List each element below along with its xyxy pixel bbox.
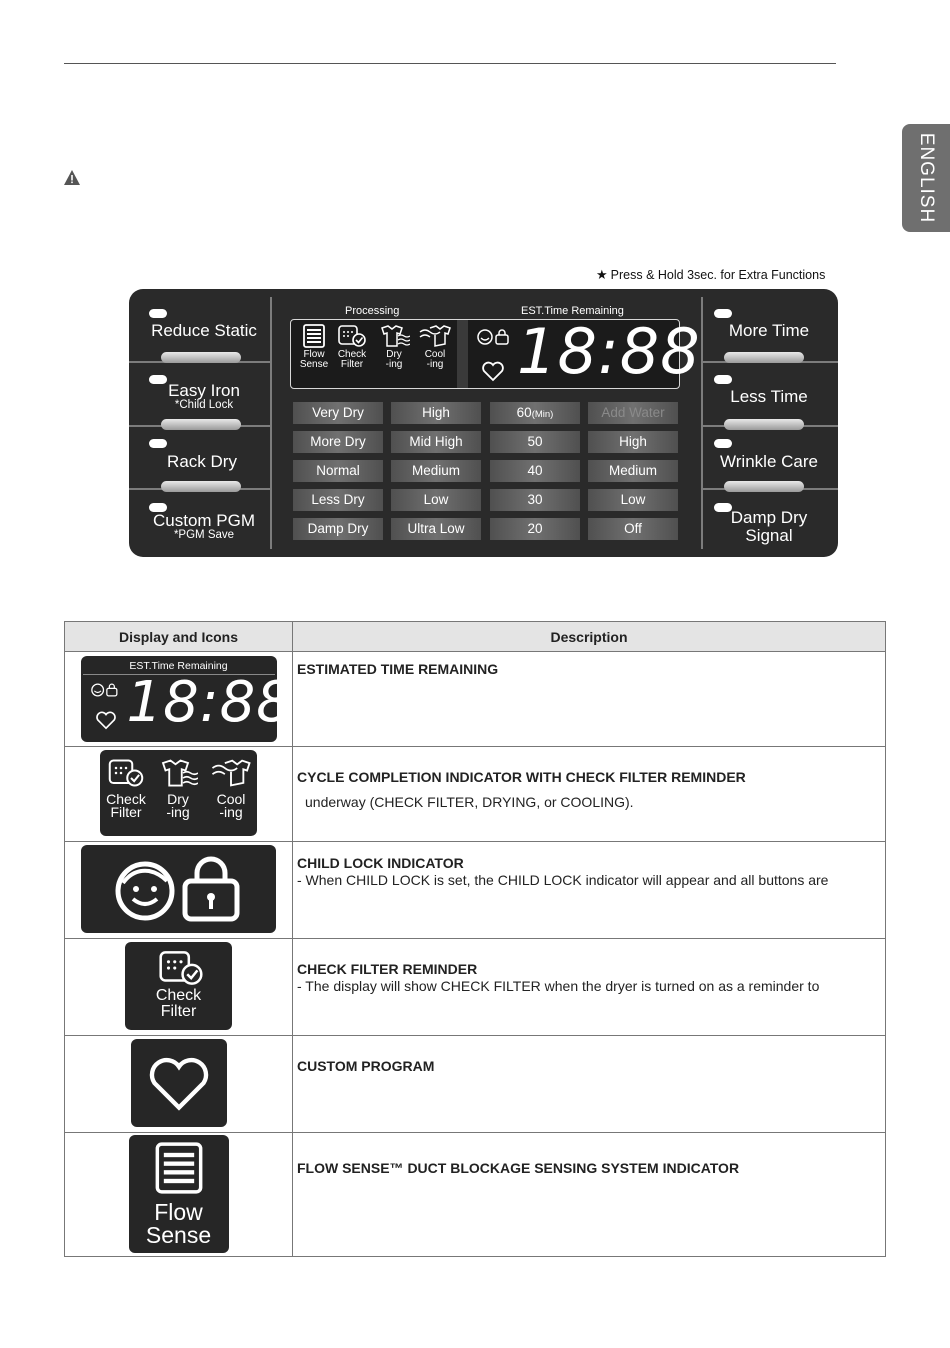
flow-sense-icon-cell bbox=[65, 1133, 293, 1257]
custom-program-title: CUSTOM PROGRAM bbox=[297, 1058, 435, 1074]
processing-label: Processing bbox=[345, 305, 400, 317]
check-filter-icon-cell bbox=[65, 939, 293, 1036]
extra-functions-note bbox=[596, 267, 825, 283]
flow-sense-indicator bbox=[297, 324, 331, 370]
cooling-indicator bbox=[417, 324, 453, 370]
language-tab-label: ENGLISH bbox=[916, 132, 937, 224]
pgm-save-sublabel: *PGM Save bbox=[173, 529, 235, 541]
check-filter-caption bbox=[104, 793, 148, 819]
custom-program-description bbox=[293, 1036, 886, 1133]
est-time-icon-label: EST.Time Remaining bbox=[129, 660, 228, 672]
time-50: 50 bbox=[490, 431, 580, 453]
panel-divider bbox=[701, 297, 703, 549]
time-30: 30 bbox=[490, 489, 580, 511]
time-min-unit: (Min) bbox=[531, 409, 554, 420]
less-time-bar bbox=[724, 419, 804, 430]
wrinkle-care-led bbox=[714, 439, 732, 448]
check-filter-text: - The display will show CHECK FILTER when the dryer is turned on as a reminder to bbox=[297, 978, 820, 994]
cycle-completion-text: underway (CHECK FILTER, DRYING, or COOLING). bbox=[305, 794, 634, 810]
time-20: 20 bbox=[490, 518, 580, 540]
steam-low: Low bbox=[588, 489, 678, 511]
flow-sense-caption-1: Flow bbox=[303, 349, 325, 360]
cooling-caption-1: Cool bbox=[424, 349, 446, 360]
less-time-label: Less Time bbox=[730, 387, 808, 406]
child-lock-icon bbox=[115, 855, 245, 923]
reduce-static-label: Reduce Static bbox=[151, 321, 257, 340]
rack-dry-label: Rack Dry bbox=[167, 452, 237, 471]
flow-sense-caption bbox=[129, 1201, 229, 1247]
table-header-row bbox=[65, 622, 886, 652]
star-icon: ★ bbox=[596, 267, 608, 282]
flow-sense-title: FLOW SENSE™ DUCT BLOCKAGE SENSING SYSTEM INDICATOR bbox=[297, 1160, 740, 1176]
flow-sense-icon bbox=[153, 1141, 205, 1195]
more-time-label: More Time bbox=[728, 321, 810, 340]
check-filter-caption-1: Check bbox=[337, 349, 367, 360]
check-filter-caption-1: Check bbox=[155, 987, 202, 1004]
time-40: 40 bbox=[490, 460, 580, 482]
lcd-display bbox=[290, 315, 701, 389]
table-row bbox=[65, 1133, 886, 1257]
time-60-value: 60 bbox=[516, 405, 532, 420]
cooling-caption-1: Cool bbox=[216, 791, 246, 807]
flow-sense-large-icon bbox=[129, 1135, 229, 1253]
check-filter-caption-1: Check bbox=[106, 791, 146, 807]
check-filter-caption-2: Filter bbox=[160, 1003, 197, 1020]
easy-iron-label bbox=[139, 381, 269, 411]
check-filter-icon bbox=[106, 756, 146, 790]
check-filter-indicator bbox=[104, 756, 148, 819]
time-remaining-digits: 18:88 bbox=[517, 315, 701, 388]
header-rule bbox=[64, 63, 836, 64]
drying-caption bbox=[377, 350, 411, 370]
child-lock-title: CHILD LOCK INDICATOR bbox=[297, 855, 464, 871]
cooling-caption bbox=[208, 793, 254, 819]
custom-program-large-icon bbox=[131, 1039, 227, 1127]
child-lock-small-icon bbox=[477, 328, 513, 346]
rack-dry-bar bbox=[161, 481, 241, 492]
less-time-led bbox=[714, 375, 732, 384]
rack-dry-led bbox=[149, 439, 167, 448]
child-lock-large-icon bbox=[81, 845, 276, 933]
table-row bbox=[65, 939, 886, 1036]
check-filter-description bbox=[293, 939, 886, 1036]
child-lock-small-icon bbox=[91, 682, 121, 698]
reduce-static-bar bbox=[161, 352, 241, 363]
dry-level-more-dry: More Dry bbox=[293, 431, 383, 453]
check-filter-caption-2: Filter bbox=[340, 359, 364, 370]
time-60 bbox=[490, 402, 580, 424]
flow-sense-icon bbox=[302, 324, 326, 348]
drying-caption-2: -ing bbox=[166, 804, 190, 820]
cooling-shirt-icon bbox=[418, 324, 452, 348]
check-filter-icon bbox=[336, 324, 368, 348]
cycle-completion-description bbox=[293, 747, 886, 842]
child-lock-text: - When CHILD LOCK is set, the CHILD LOCK indicator will appear and all buttons are bbox=[297, 872, 829, 888]
table-row bbox=[65, 652, 886, 747]
temp-mid-high: Mid High bbox=[391, 431, 481, 453]
wrinkle-care-bar bbox=[724, 481, 804, 492]
est-time-icon-digits: 18:88 bbox=[126, 670, 293, 735]
cycle-status-icons bbox=[100, 750, 257, 836]
steam-medium: Medium bbox=[588, 460, 678, 482]
temp-ultra-low: Ultra Low bbox=[391, 518, 481, 540]
steam-off: Off bbox=[588, 518, 678, 540]
more-time-bar bbox=[724, 352, 804, 363]
language-tab[interactable] bbox=[902, 124, 950, 232]
drying-caption bbox=[156, 793, 200, 819]
easy-iron-bar bbox=[161, 419, 241, 430]
flow-sense-caption bbox=[297, 350, 331, 370]
heart-small-icon bbox=[95, 710, 117, 730]
reduce-static-led bbox=[149, 309, 167, 318]
dry-level-damp-dry: Damp Dry bbox=[293, 518, 383, 540]
child-lock-icon-cell bbox=[65, 842, 293, 939]
damp-dry-signal-label bbox=[704, 509, 834, 545]
drying-caption-1: Dry bbox=[167, 791, 189, 807]
control-panel bbox=[129, 289, 838, 557]
damp-dry-label-line1: Damp Dry bbox=[730, 508, 808, 527]
check-filter-indicator bbox=[335, 324, 369, 370]
check-filter-large-icon bbox=[125, 942, 232, 1030]
temp-high: High bbox=[391, 402, 481, 424]
easy-iron-label-text: Easy Iron bbox=[168, 381, 240, 400]
flow-sense-description bbox=[293, 1133, 886, 1257]
display-icons-table bbox=[64, 621, 886, 1257]
dry-level-very-dry: Very Dry bbox=[293, 402, 383, 424]
cooling-indicator bbox=[208, 756, 254, 819]
check-filter-caption-2: Filter bbox=[110, 804, 142, 820]
table-row bbox=[65, 842, 886, 939]
child-lock-description bbox=[293, 842, 886, 939]
table-row bbox=[65, 747, 886, 842]
check-filter-title: CHECK FILTER REMINDER bbox=[297, 961, 478, 977]
est-time-label: EST.Time Remaining bbox=[521, 305, 624, 317]
more-time-led bbox=[714, 309, 732, 318]
flow-sense-caption-2: Sense bbox=[145, 1222, 212, 1248]
flow-sense-caption-2: Sense bbox=[299, 359, 329, 370]
damp-dry-label-line2: Signal bbox=[745, 526, 793, 545]
cooling-caption bbox=[417, 350, 453, 370]
wrinkle-care-label: Wrinkle Care bbox=[720, 452, 818, 471]
flow-sense-caption-1: Flow bbox=[154, 1199, 203, 1225]
drying-indicator bbox=[156, 756, 200, 819]
temp-low: Low bbox=[391, 489, 481, 511]
check-filter-caption bbox=[125, 988, 232, 1020]
check-filter-icon bbox=[156, 948, 206, 988]
custom-pgm-label bbox=[139, 511, 269, 541]
cooling-shirt-icon bbox=[210, 756, 252, 790]
drying-caption-2: -ing bbox=[385, 359, 403, 370]
warning-icon bbox=[64, 170, 80, 190]
heart-small-icon bbox=[481, 360, 505, 382]
est-time-title: ESTIMATED TIME REMAINING bbox=[297, 661, 499, 677]
steam-high: High bbox=[588, 431, 678, 453]
est-time-icon-cell bbox=[65, 652, 293, 747]
custom-pgm-label-text: Custom PGM bbox=[152, 511, 256, 530]
drying-indicator bbox=[377, 324, 411, 370]
drying-shirt-icon bbox=[378, 324, 410, 348]
heart-icon bbox=[145, 1053, 213, 1113]
table-row bbox=[65, 1036, 886, 1133]
panel-divider bbox=[270, 297, 272, 549]
drying-caption-1: Dry bbox=[386, 349, 402, 360]
cycle-completion-title: CYCLE COMPLETION INDICATOR WITH CHECK FILTER REMINDER bbox=[297, 769, 746, 785]
temp-medium: Medium bbox=[391, 460, 481, 482]
cooling-caption-2: -ing bbox=[219, 804, 243, 820]
table-header-display: Display and Icons bbox=[65, 622, 293, 652]
cycle-icons-cell bbox=[65, 747, 293, 842]
steam-add-water: Add Water bbox=[588, 402, 678, 424]
table-header-description: Description bbox=[293, 622, 886, 652]
est-time-description bbox=[293, 652, 886, 747]
est-time-display-icon bbox=[81, 656, 293, 742]
lcd-separator bbox=[457, 320, 468, 388]
custom-program-icon-cell bbox=[65, 1036, 293, 1133]
check-filter-caption bbox=[335, 350, 369, 370]
child-lock-sublabel: *Child Lock bbox=[174, 399, 234, 411]
cooling-caption-2: -ing bbox=[426, 359, 444, 370]
drying-shirt-icon bbox=[158, 756, 198, 790]
dry-level-normal: Normal bbox=[293, 460, 383, 482]
dry-level-less-dry: Less Dry bbox=[293, 489, 383, 511]
extra-functions-note-text: Press & Hold 3sec. for Extra Functions bbox=[610, 268, 826, 282]
